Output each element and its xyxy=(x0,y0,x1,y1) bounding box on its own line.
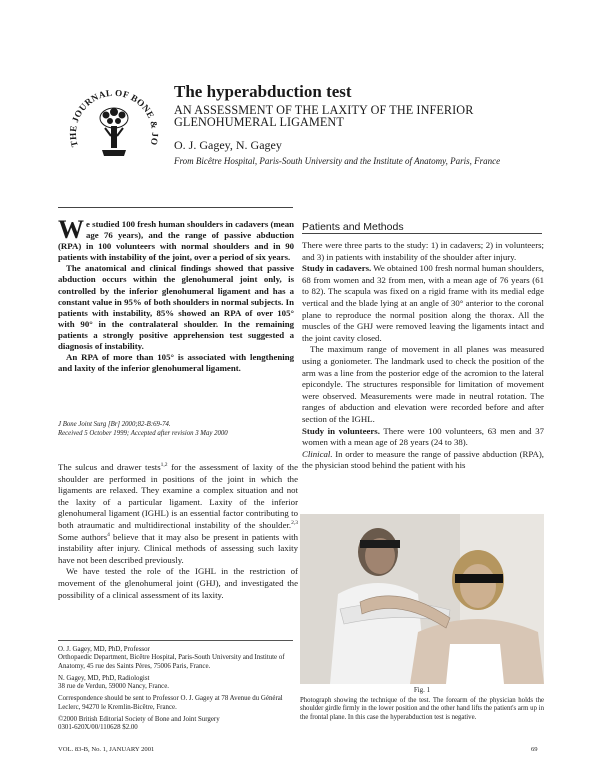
figure-caption: Photograph showing the technique of the test. The forearm of the physician holds the shoulder girdle firmly in the lower position and the other hand lifts the patient's arm up in the frontal plane. In this case the hyperabduction test is negative. xyxy=(300,697,544,721)
footnote-correspondence: Correspondence should be sent to Professor O. J. Gagey at 78 Avenue du Général Leclerc, 94270 le Kremlin-Bicêtre, France. xyxy=(58,695,283,711)
journal-logo xyxy=(58,72,170,184)
author-footnotes xyxy=(58,646,298,737)
methods-paragraph-3: The maximum range of movement in all planes was measured using a goniometer. The landmark used to check the position of the arm was a line from the posterior edge of the acromion to the lateral epicondyle. The structures responsible for limitation of movement were observed. Measurements were made in neutral rotation. The ranges of abduction and elevation were recorded before and after section of the IGHL. xyxy=(302,344,544,424)
figure-label: Fig. 1 xyxy=(413,686,431,694)
drop-cap: W xyxy=(58,215,84,244)
abstract-paragraph-2: The anatomical and clinical findings showed that passive abduction occurs within the glenohumeral joint only, is controlled by the inferior glenohumeral ligament and has a constant value in 95% of both shoulders in normal subjects. In patients with instability, 85% showed an RPA of over 105° with 90° in the contralateral shoulder. In the remaining patients a strongly positive apprehension test suggested a diagnosis of instability. xyxy=(58,263,294,352)
abstract xyxy=(58,215,294,374)
abstract-top-rule xyxy=(58,207,293,208)
introduction xyxy=(58,462,298,601)
citation xyxy=(58,420,298,438)
methods-paragraph-clinical: Clinical. In order to measure the range of passive abduction (RPA), the physician stood behind the patient with his xyxy=(302,448,544,471)
logo-text: THE JOURNAL OF BONE & JO xyxy=(67,87,161,149)
reference-sup: 1,2 xyxy=(160,462,168,469)
citation-received: Received 5 October 1999; Accepted after revision 3 May 2000 xyxy=(58,430,228,437)
section-heading: Patients and Methods xyxy=(302,221,404,233)
intro-paragraph-1: The sulcus and drawer tests$^{1,2}$ for the assessment of laxity of the shoulder are performed in positions of the joint in which the ligaments are relaxed. They examine a complex situation and not the laxity of a particular ligament. Laxity of the inferior glenohumeral ligament (IGHL) is an essential factor contributing to both atraumatic and multidirectional instability of the shoulder.$^{2,3}$ Some authors$^4$ believe that it may also be present in patients with instability after injury. Clinical methods of assessing such laxity have not been described previously. xyxy=(58,462,298,565)
footnote-author-1: O. J. Gagey, MD, PhD, Professor Orthopaedic Department, Bicêtre Hospital, Paris-South University and Institute of Anatomy, 45 rue des Saints Pères, 75006 Paris, France. xyxy=(58,646,285,670)
methods-paragraph-1: There were three parts to the study: 1) in cadavers; 2) in volunteers; and 3) in patients with instability of the shoulder after injury. xyxy=(302,240,544,262)
article-title: The hyperabduction test xyxy=(174,82,352,101)
methods-paragraph-volunteers: Study in volunteers. There were 100 volunteers, 63 men and 37 women with a mean age of 28 years (24 to 38). xyxy=(302,425,544,448)
reference-sup: 4 xyxy=(107,531,110,538)
page-number: 69 xyxy=(531,746,538,753)
footer-volume: VOL. 83-B, No. 1, JANUARY 2001 xyxy=(58,746,155,753)
intro-paragraph-2: We have tested the role of the IGHL in the restriction of movement of the glenohumeral joint (GHJ), and investigated the possibility of a clinical assessment of its laxity. xyxy=(58,566,298,600)
footnote-rule xyxy=(58,640,293,641)
abstract-paragraph-3: An RPA of more than 105° is associated with lengthening and laxity of the inferior glenohumeral ligament. xyxy=(58,352,294,374)
tree-emblem-icon xyxy=(100,108,128,156)
figure-photo xyxy=(300,514,544,684)
reference-sup: 2,3 xyxy=(291,520,298,527)
section-rule xyxy=(302,233,542,234)
citation-journal: J Bone Joint Surg [Br] 2000;82-B:69-74. xyxy=(58,421,171,428)
methods-paragraph-cadavers: Study in cadavers. We obtained 100 fresh normal human shoulders, 68 from women and 32 from men, with a mean age of 76 years (61 to 82). The scapula was fixed on a rigid frame with its medial edge vertical and the blade lying at an angle of 30° anterior to the coronal plane to reproduce the normal position along the thorax. All the muscles of the GHJ were removed leaving the ligaments intact and the joint cavity closed. xyxy=(302,263,544,343)
article-subtitle: AN ASSESSMENT OF THE LAXITY OF THE INFERIOR GLENOHUMERAL LIGAMENT xyxy=(174,103,474,129)
footnote-author-2: N. Gagey, MD, PhD, Radiologist 38 rue de Verdun, 59000 Nancy, France. xyxy=(58,674,169,691)
methods-text xyxy=(302,240,544,472)
abstract-p1-text: e studied 100 fresh human shoulders in cadavers (mean age 76 years), and the range of passive abduction (RPA) in 100 volunteers with normal shoulders and in 90 patients with instability of the joint, over a period of six years. xyxy=(58,219,294,263)
article-authors: O. J. Gagey, N. Gagey xyxy=(174,138,282,152)
author-affiliation: From Bicêtre Hospital, Paris-South University and the Institute of Anatomy, Paris, France xyxy=(174,156,501,166)
abstract-paragraph xyxy=(58,215,294,263)
footnote-copyright: ©2000 British Editorial Society of Bone and Joint Surgery 0301-620X/00/110628 $2.00 xyxy=(58,716,220,732)
